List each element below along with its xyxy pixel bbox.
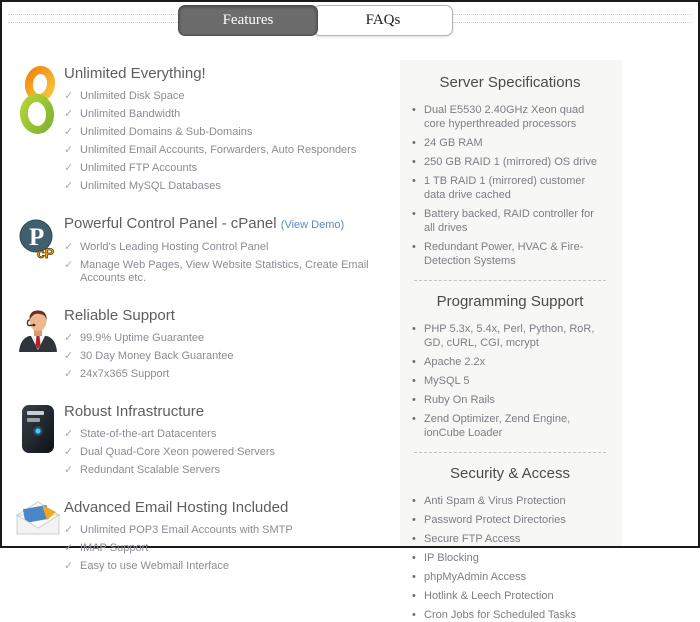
check-icon: ✓: [64, 524, 74, 536]
bullet-icon: •: [412, 394, 416, 406]
spec-item-label: phpMyAdmin Access: [424, 571, 527, 583]
spec-item: [412, 570, 608, 584]
bullet-icon: •: [412, 137, 416, 149]
check-icon: ✓: [64, 332, 74, 344]
feature-item-label: 99.9% Uptime Guarantee: [80, 332, 205, 344]
feature-item-label: Unlimited MySQL Databases: [80, 180, 221, 192]
spec-item-label: Apache 2.2x: [424, 356, 486, 368]
feature-item-label: Dual Quad-Core Xeon powered Servers: [80, 446, 276, 458]
feature-item: [64, 446, 398, 459]
check-icon: ✓: [64, 542, 74, 554]
check-icon: ✓: [64, 560, 74, 572]
check-icon: ✓: [64, 126, 74, 138]
bullet-icon: •: [412, 552, 416, 564]
feature-item-label: Unlimited Domains & Sub-Domains: [80, 126, 253, 138]
section-email-hosting: [12, 498, 398, 578]
panel-section-title: Server Specifications: [439, 74, 581, 91]
spec-item-label: Hotlink & Leech Protection: [424, 590, 554, 602]
check-icon: ✓: [64, 144, 74, 156]
bullet-icon: •: [412, 104, 416, 116]
section-robust-infrastructure: [12, 402, 398, 482]
spec-item-label: Password Protect Directories: [424, 514, 566, 526]
spec-item: [412, 322, 608, 350]
feature-item: [64, 560, 398, 573]
spec-item: [412, 155, 608, 169]
bullet-icon: •: [412, 375, 416, 387]
check-icon: ✓: [64, 241, 74, 253]
dashed-divider: [414, 280, 606, 281]
check-icon: ✓: [64, 350, 74, 362]
bullet-icon: •: [412, 413, 416, 425]
spec-item-label: Anti Spam & Virus Protection: [424, 495, 566, 507]
feature-item-label: World's Leading Hosting Control Panel: [80, 241, 269, 253]
section-title: [64, 216, 398, 233]
bullet-icon: •: [412, 208, 416, 220]
feature-item-label: Unlimited POP3 Email Accounts with SMTP: [80, 524, 293, 536]
spec-item: [412, 207, 608, 235]
bullet-icon: •: [412, 323, 416, 335]
bullet-icon: •: [412, 609, 416, 621]
spec-item: [412, 589, 608, 603]
spec-item: [412, 374, 608, 388]
spec-item: [412, 174, 608, 202]
bullet-icon: •: [412, 514, 416, 526]
tab-faqs[interactable]: FAQs: [313, 5, 453, 36]
feature-item-label: Easy to use Webmail Interface: [80, 560, 229, 572]
check-icon: ✓: [64, 90, 74, 102]
feature-item-label: IMAP Support: [80, 542, 149, 554]
section-title: Unlimited Everything!: [64, 65, 206, 82]
check-icon: ✓: [64, 446, 74, 458]
spec-item-label: Ruby On Rails: [424, 394, 495, 406]
feature-item: [64, 428, 398, 441]
section-title: Reliable Support: [64, 307, 175, 324]
bullet-icon: •: [412, 571, 416, 583]
spec-item-label: MySQL 5: [424, 375, 470, 387]
check-icon: ✓: [64, 368, 74, 380]
spec-item-label: 1 TB RAID 1 (mirrored) customer data drive cached: [424, 175, 586, 201]
spec-item-label: Zend Optimizer, Zend Engine, ionCube Loader: [424, 413, 571, 439]
check-icon: ✓: [64, 259, 74, 271]
spec-item: [412, 513, 608, 527]
support-agent-icon: [12, 306, 64, 386]
bullet-icon: •: [412, 533, 416, 545]
svg-text:P: P: [29, 224, 45, 251]
check-icon: ✓: [64, 162, 74, 174]
spec-item-label: 24 GB RAM: [424, 137, 483, 149]
spec-item: [412, 240, 608, 268]
spec-item-label: 250 GB RAID 1 (mirrored) OS drive: [424, 156, 597, 168]
feature-item: [64, 350, 398, 363]
feature-item-label: 24x7x365 Support: [80, 368, 170, 380]
feature-item: [64, 464, 398, 477]
section-cpanel: [12, 214, 398, 290]
bullet-icon: •: [412, 156, 416, 168]
check-icon: ✓: [64, 428, 74, 440]
spec-item: [412, 494, 608, 508]
feature-item-label: Unlimited Bandwidth: [80, 108, 181, 120]
spec-item: [412, 608, 608, 622]
feature-item: [64, 180, 398, 193]
dashed-divider: [414, 452, 606, 453]
spec-item: [412, 551, 608, 565]
content-area: [2, 56, 698, 621]
spec-item: [412, 136, 608, 150]
feature-item-label: Manage Web Pages, View Website Statistics, Create Email Accounts etc.: [80, 259, 369, 284]
feature-item: [64, 524, 398, 537]
check-icon: ✓: [64, 180, 74, 192]
spec-item: [412, 412, 608, 440]
features-column: [2, 56, 398, 594]
feature-item: [64, 108, 398, 121]
server-icon: [12, 402, 64, 482]
bullet-icon: •: [412, 495, 416, 507]
svg-text:cP: cP: [37, 245, 55, 261]
check-icon: ✓: [64, 464, 74, 476]
feature-item: [64, 259, 398, 285]
feature-item-label: Unlimited Email Accounts, Forwarders, Auto Responders: [80, 144, 357, 156]
feature-item: [64, 126, 398, 139]
bullet-icon: •: [412, 241, 416, 253]
bullet-icon: •: [412, 356, 416, 368]
section-unlimited-everything: [12, 64, 398, 198]
section-title: Robust Infrastructure: [64, 403, 205, 420]
bullet-icon: •: [412, 590, 416, 602]
feature-item: [64, 542, 398, 555]
section-reliable-support: [12, 306, 398, 386]
bullet-icon: •: [412, 175, 416, 187]
section-title: Advanced Email Hosting Included: [64, 499, 289, 516]
feature-item: [64, 241, 398, 254]
cpanel-icon: [12, 214, 64, 290]
feature-item: [64, 144, 398, 157]
spec-item-label: Redundant Power, HVAC & Fire-Detection Systems: [424, 241, 584, 267]
check-icon: ✓: [64, 108, 74, 120]
feature-item: [64, 368, 398, 381]
panel-section-title: Programming Support: [436, 293, 584, 310]
feature-item: [64, 90, 398, 103]
spec-item-label: PHP 5.3x, 5.4x, Perl, Python, RoR, GD, cURL, CGI, mcrypt: [424, 323, 595, 349]
infinity-icon: [12, 64, 64, 198]
spec-item-label: Secure FTP Access: [424, 533, 521, 545]
specs-panel: [400, 60, 622, 621]
feature-item-label: Unlimited FTP Accounts: [80, 162, 198, 174]
spec-item: [412, 355, 608, 369]
email-icon: [12, 498, 64, 578]
spec-item-label: Battery backed, RAID controller for all drives: [424, 208, 594, 234]
spec-item: [412, 103, 608, 131]
feature-item-label: 30 Day Money Back Guarantee: [80, 350, 234, 362]
feature-item-label: State-of-the-art Datacenters: [80, 428, 217, 440]
feature-item: [64, 162, 398, 175]
spec-item: [412, 532, 608, 546]
panel-section-title: Security & Access: [449, 465, 571, 482]
feature-item: [64, 332, 398, 345]
feature-item-label: Redundant Scalable Servers: [80, 464, 221, 476]
feature-item-label: Unlimited Disk Space: [80, 90, 185, 102]
spec-item: [412, 393, 608, 407]
tab-group: [178, 5, 453, 36]
spec-item-label: Dual E5530 2.40GHz Xeon quad core hyperthreaded processors: [424, 104, 585, 130]
tab-bar: [2, 2, 698, 56]
view-demo-link[interactable]: (View Demo): [280, 219, 345, 231]
section-title-text: Powerful Control Panel - cPanel: [64, 215, 277, 232]
spec-item-label: Cron Jobs for Scheduled Tasks: [424, 609, 577, 621]
tab-features[interactable]: Features: [178, 5, 318, 36]
spec-item-label: IP Blocking: [424, 552, 479, 564]
